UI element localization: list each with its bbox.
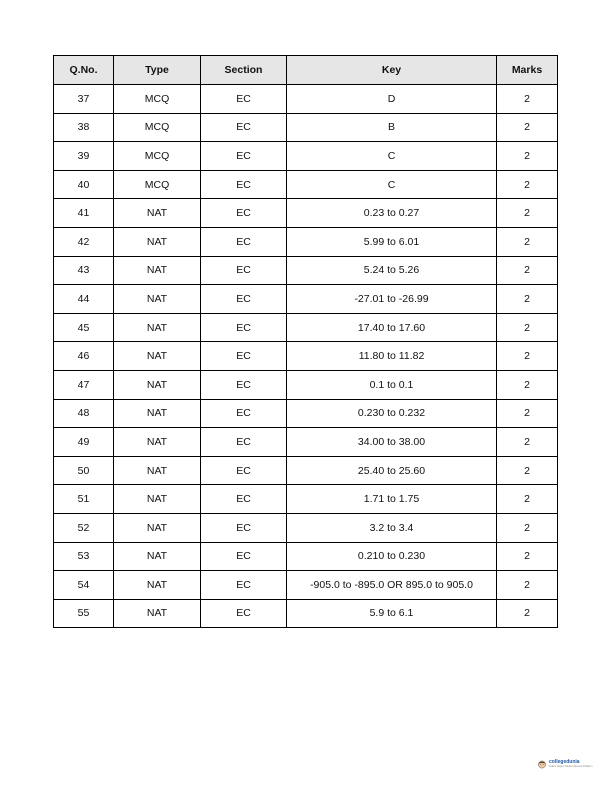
cell-qno: 47 [54,370,114,399]
cell-section: EC [201,227,287,256]
cell-type: NAT [114,227,201,256]
table-row [54,485,558,514]
cell-type: NAT [114,313,201,342]
cell-marks: 2 [497,199,558,228]
cell-type: NAT [114,428,201,457]
cell-marks: 2 [497,227,558,256]
brand-tagline: India's largest Student Review Platform [549,764,593,768]
cell-marks: 2 [497,599,558,628]
table-row [54,227,558,256]
cell-type: NAT [114,542,201,571]
table-header [54,56,558,85]
cell-marks: 2 [497,399,558,428]
cell-key: 0.23 to 0.27 [287,199,497,228]
cell-type: NAT [114,285,201,314]
cell-type: NAT [114,256,201,285]
cell-qno: 48 [54,399,114,428]
cell-key: 5.9 to 6.1 [287,599,497,628]
table-row [54,170,558,199]
cell-type: NAT [114,456,201,485]
table-row [54,456,558,485]
cell-qno: 54 [54,571,114,600]
cell-section: EC [201,113,287,142]
table-row [54,428,558,457]
cell-type: NAT [114,399,201,428]
cell-qno: 38 [54,113,114,142]
cell-key: 5.99 to 6.01 [287,227,497,256]
cell-marks: 2 [497,285,558,314]
cell-type: NAT [114,342,201,371]
cell-type: MCQ [114,170,201,199]
cell-section: EC [201,571,287,600]
cell-key: -27.01 to -26.99 [287,285,497,314]
cell-section: EC [201,370,287,399]
cell-qno: 42 [54,227,114,256]
cell-type: MCQ [114,85,201,114]
table-row [54,513,558,542]
cell-key: 34.00 to 38.00 [287,428,497,457]
cell-qno: 41 [54,199,114,228]
cell-section: EC [201,513,287,542]
table-row [54,85,558,114]
cell-section: EC [201,85,287,114]
cell-marks: 2 [497,113,558,142]
cell-section: EC [201,313,287,342]
cell-section: EC [201,342,287,371]
table-row [54,113,558,142]
table-body [54,85,558,628]
cell-qno: 40 [54,170,114,199]
cell-qno: 37 [54,85,114,114]
cell-type: NAT [114,571,201,600]
cell-marks: 2 [497,342,558,371]
cell-type: NAT [114,485,201,514]
cell-marks: 2 [497,370,558,399]
table-row [54,370,558,399]
cell-section: EC [201,428,287,457]
cell-section: EC [201,542,287,571]
header-row [54,56,558,85]
cell-qno: 51 [54,485,114,514]
cell-key: -905.0 to -895.0 OR 895.0 to 905.0 [287,571,497,600]
cell-qno: 49 [54,428,114,457]
cell-key: 0.1 to 0.1 [287,370,497,399]
cell-key: 1.71 to 1.75 [287,485,497,514]
header-section: Section [201,56,287,85]
cell-qno: 52 [54,513,114,542]
cell-qno: 55 [54,599,114,628]
cell-qno: 46 [54,342,114,371]
table-row [54,142,558,171]
brand-watermark [537,759,593,769]
cell-qno: 44 [54,285,114,314]
cell-marks: 2 [497,313,558,342]
cell-marks: 2 [497,571,558,600]
cell-key: 25.40 to 25.60 [287,456,497,485]
brand-name: collegedunia [549,758,580,765]
cell-qno: 43 [54,256,114,285]
cell-key: C [287,170,497,199]
cell-qno: 50 [54,456,114,485]
table-row [54,599,558,628]
table-row [54,399,558,428]
cell-key: 11.80 to 11.82 [287,342,497,371]
table-row [54,199,558,228]
cell-type: NAT [114,370,201,399]
cell-section: EC [201,256,287,285]
cell-section: EC [201,399,287,428]
cell-type: MCQ [114,142,201,171]
cell-marks: 2 [497,485,558,514]
cell-marks: 2 [497,85,558,114]
cell-key: C [287,142,497,171]
header-qno: Q.No. [54,56,114,85]
cell-type: MCQ [114,113,201,142]
cell-qno: 39 [54,142,114,171]
cell-key: 3.2 to 3.4 [287,513,497,542]
cell-marks: 2 [497,142,558,171]
cell-section: EC [201,285,287,314]
cell-qno: 53 [54,542,114,571]
cell-marks: 2 [497,170,558,199]
cell-key: D [287,85,497,114]
header-type: Type [114,56,201,85]
cell-qno: 45 [54,313,114,342]
table-row [54,285,558,314]
cell-key: 0.210 to 0.230 [287,542,497,571]
cell-key: 17.40 to 17.60 [287,313,497,342]
table-row [54,313,558,342]
header-key: Key [287,56,497,85]
collegedunia-logo-icon [537,759,547,769]
cell-key: B [287,113,497,142]
cell-key: 0.230 to 0.232 [287,399,497,428]
cell-section: EC [201,170,287,199]
table-row [54,342,558,371]
cell-key: 5.24 to 5.26 [287,256,497,285]
cell-section: EC [201,142,287,171]
cell-marks: 2 [497,256,558,285]
cell-type: NAT [114,513,201,542]
cell-marks: 2 [497,428,558,457]
cell-section: EC [201,456,287,485]
cell-marks: 2 [497,542,558,571]
header-marks: Marks [497,56,558,85]
table-row [54,256,558,285]
cell-type: NAT [114,199,201,228]
cell-section: EC [201,199,287,228]
cell-type: NAT [114,599,201,628]
table-row [54,542,558,571]
cell-section: EC [201,599,287,628]
cell-marks: 2 [497,513,558,542]
cell-section: EC [201,485,287,514]
answer-key-table [53,55,558,628]
table-row [54,571,558,600]
cell-marks: 2 [497,456,558,485]
